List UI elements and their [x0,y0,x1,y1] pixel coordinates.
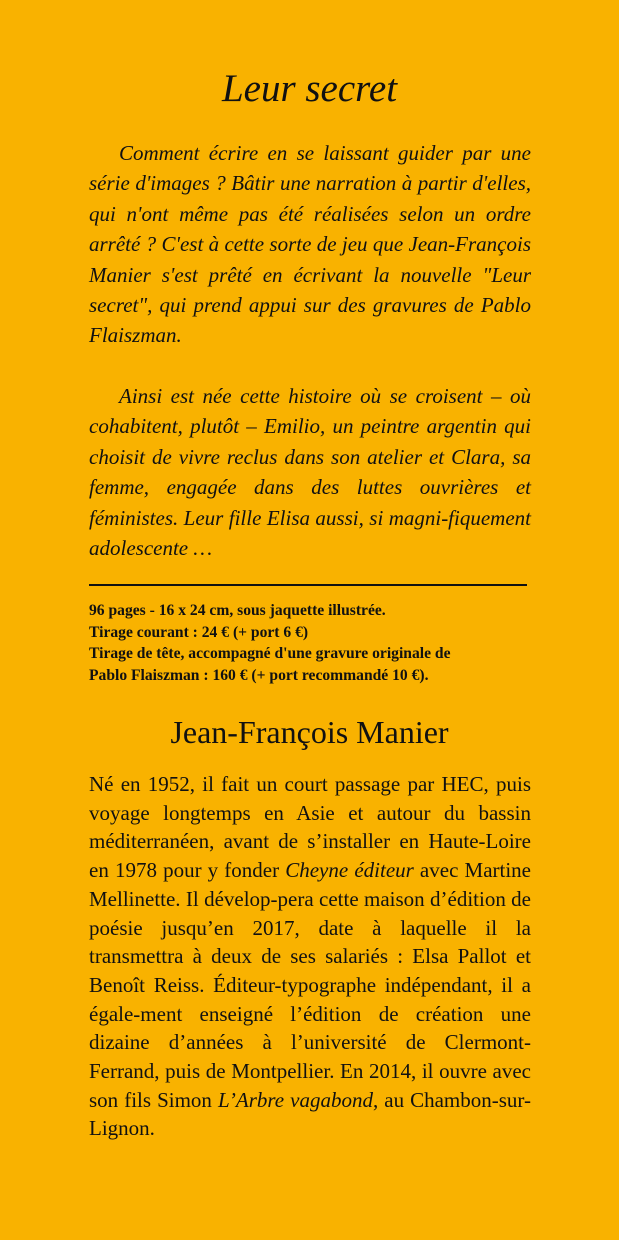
description-paragraph-1: Comment écrire en se laissant guider par une série d'images ? Bâtir une narration à partir d'elles, qui n'ont même pas été réalisées selon un ordre arrêté ? C'est à cette sorte de jeu que Jean-François Manier s'est prêté en écrivant la nouvelle "Leur secret", qui prend appui sur des gravures de Pablo Flaiszman. [89,141,531,348]
specs-price-regular: Tirage courant : 24 € (+ port 6 €) [89,623,309,641]
author-biography [89,770,531,1143]
divider-rule [89,584,527,586]
bio-text-3: , au Chambon-sur-Lignon. [89,1087,531,1141]
bio-text-2: avec Martine Mellinette. Il dévelop-pera cette maison d’édition de poésie jusqu’en 2017, date à laquelle il la transmettra à deux de ses salariés : Elsa Pallot et Benoît Reiss. Éditeur-typographe indépendant, il a égale-ment enseigné l’édition de création une dizaine d’années à l’université de Clermont-Ferrand, puis de Montpellier. En 2014, il ouvre avec son fils Simon [89,858,531,1112]
bio-publisher-arbre: L’Arbre vagabond [217,1087,373,1112]
bio-publisher-cheyne: Cheyne éditeur [285,858,414,883]
bio-text-1: Né en 1952, il fait un court passage par HEC, puis voyage longtemps en Asie et autour du bassin méditerranéen, avant de s’installer en Haute-Loire en 1978 pour y fonder [89,772,531,883]
specs-premium-price: Pablo Flaiszman : 160 € (+ port recommandé 10 €). [89,666,429,684]
description-paragraph-2: Ainsi est née cette histoire où se croisent – où cohabitent, plutôt – Emilio, un peintre argentin qui choisit de vivre reclus dans son atelier et Clara, sa femme, engagée dans des luttes ouvrières et féministes. Leur fille Elisa aussi, si magni-fiquement adolescente … [89,384,531,561]
author-name: Jean-François Manier [170,714,449,750]
book-specs [89,600,539,686]
book-title: Leur secret [221,67,398,110]
specs-premium-edition: Tirage de tête, accompagné d'une gravure originale de [89,645,451,662]
specs-pages: 96 pages - 16 x 24 cm, sous jaquette illustrée. [89,602,386,619]
